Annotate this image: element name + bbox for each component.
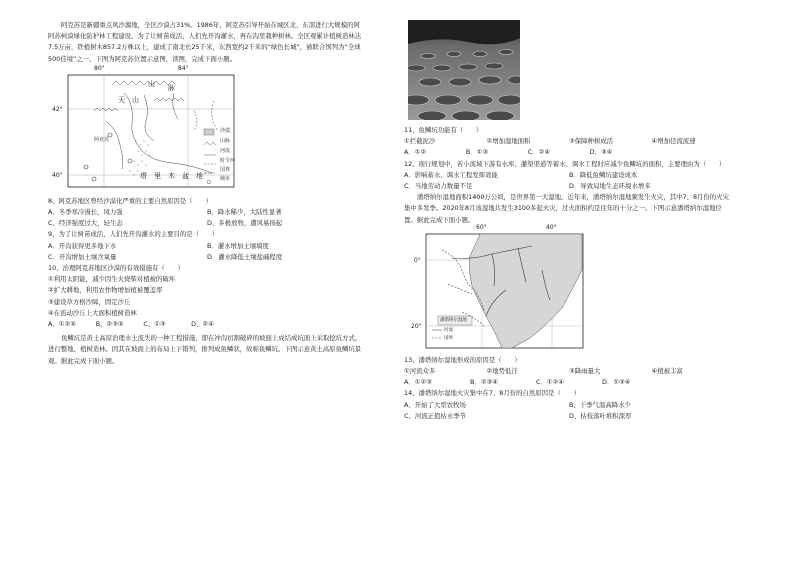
fish-scale-pit-photo <box>408 20 520 120</box>
q14-stem: 14、潘塔纳尔湿地火灾集中在7、8月份的自然原因是（ ） <box>404 389 581 398</box>
q13-item-2: ②地势低洼 <box>486 367 518 376</box>
place-label-ta: 塔 <box>140 171 147 180</box>
legend-river-2: 河流 <box>444 327 453 333</box>
q11-option-d: D．③④ <box>589 148 613 157</box>
q10-option-d: D、②④ <box>191 320 214 329</box>
q11-item-2: ②增加湿地面积 <box>486 137 531 146</box>
q11-item-3: ③保障种树成活 <box>569 137 614 146</box>
legend-border: 国界 <box>220 166 231 173</box>
q11-stem: 11、鱼鳞坑功能有（ ） <box>404 126 483 134</box>
q9-stem: 9、为了让树苗成活，人们先开沟灌水的主要目的是（ ） <box>48 230 219 239</box>
q14-option-b: B、干季气温高降水少 <box>569 400 631 409</box>
q12-option-a: A．影响蓄水、调水工程发挥效能 <box>404 170 498 179</box>
place-label-mu: 木 <box>168 171 175 180</box>
pantanal-label: 潘塔纳尔湿地 <box>440 317 467 323</box>
lat-label-0: 0° <box>414 256 421 264</box>
q9-options-row-1 <box>48 241 366 252</box>
akesu-map-graphic <box>64 71 264 191</box>
q10-stem: 10、治理阿克苏地区沙漠的有效措施有（ ） <box>48 264 184 273</box>
q9-option-c: C．开沟增加土壤含氧量 <box>48 252 117 261</box>
lon-label-60: 60° <box>476 223 487 231</box>
legend-border-2: 国界 <box>444 335 453 341</box>
place-label-li: 里 <box>154 171 161 180</box>
q10-options-row <box>48 319 239 330</box>
q13-item-3: ③降雨量大 <box>569 367 601 376</box>
lat-label-20: 20° <box>411 322 422 330</box>
akesu-intro-passage: 阿克苏是新疆重点风沙源地，全区沙漠占31%。1986年，阿克苏引导开始在城区北、东部进行大规模的阿阿苏柯漠绿化防护林工程建设。为了让树苗成活，人们先开沟灌水，再在沟里栽种树林。全区观累计植树造林达7.5万亩，铁植树木857.2万株以上，建成了南北长25千米，东西宽约2千米的“绿色长城”，被联合国列为“全球500佳境”之一。下图为阿克苏位置示意图，读图，完成下面小题。 <box>48 21 362 63</box>
q14-option-c: C、河流正值枯水季节 <box>404 411 466 420</box>
q8-options-row-1 <box>48 207 366 218</box>
q10-item-3: ③建设草方格沙障，固定沙丘 <box>48 297 131 306</box>
q11-items-row <box>404 136 734 147</box>
q12-option-b: B．降低鱼鳞坑建设成本 <box>569 170 638 179</box>
q8-option-b: B、降水稀少，大陆性显著 <box>207 208 282 217</box>
q10-option-a: A、①②⑤ <box>48 320 76 329</box>
left-column <box>48 20 366 367</box>
q13-option-d: D．①③④ <box>602 378 631 387</box>
place-label-mai: 脉 <box>168 83 175 92</box>
q13-option-b: B．②③④ <box>470 378 498 387</box>
place-label-di: 地 <box>196 171 203 180</box>
pantanal-location-map <box>411 223 587 350</box>
q8-options-row-2 <box>48 218 366 229</box>
q14-option-a: A、开始了大型农牧场 <box>404 400 466 409</box>
legend-mountain: 山脉 <box>220 137 231 144</box>
lon-label-80: 80° <box>94 64 105 72</box>
right-column <box>404 20 734 422</box>
q8-option-c: C、经济强度过大，轻生态 <box>48 219 123 228</box>
q13-item-1: ①河流众多 <box>404 367 436 376</box>
q13-options-row <box>404 377 668 388</box>
q10-item-4: ④在流动沙丘上大面积植树造林 <box>48 308 137 317</box>
q9-option-d: D．灌水降低土壤盐碱程度 <box>207 252 283 261</box>
q14-options-row-1 <box>404 400 734 411</box>
q11-option-b: B．①③ <box>465 148 489 157</box>
place-label-pen: 盆 <box>182 171 189 180</box>
place-label-shan-b: 山 <box>148 79 155 88</box>
lon-label-40: 40° <box>546 223 557 231</box>
q11-item-1: ①拦截泥沙 <box>404 137 436 146</box>
q13-stem: 13、潘塔纳尔湿地形成的原因是（ ） <box>404 355 521 364</box>
q10-item-1: ①利用太阳能，减少因生火烧柴对植被的破坏 <box>48 275 176 284</box>
q11-option-c: C．②④ <box>527 148 551 157</box>
q12-options-row-1 <box>404 170 734 181</box>
q10-option-c: C、①③ <box>143 320 166 329</box>
q8-option-a: A、冬季寒冷漫长，风力强 <box>48 208 123 217</box>
legend-city: 城市 <box>220 175 231 182</box>
q8-stem: 8、阿克苏地区曾经沙漠化严重的主要自然原因是（ ） <box>48 196 212 205</box>
place-label-shan-a: 山 <box>132 95 139 104</box>
fish-scale-pit-photo-graphic <box>408 20 520 120</box>
q14-options-row-2 <box>404 411 734 422</box>
q12-option-c: C．当地劳动力数量不足 <box>404 182 473 191</box>
q13-option-c: C．①②④ <box>536 378 565 387</box>
q9-option-a: A．开沟获得更多地下水 <box>48 241 117 250</box>
legend-river: 河流 <box>220 147 231 154</box>
q12-option-d: D．导致局地生态环境水增多 <box>569 182 651 191</box>
place-label-tian: 天 <box>118 95 125 104</box>
q11-item-4: ④增加径流流速 <box>651 137 696 146</box>
q11-options-row <box>404 147 652 158</box>
q9-option-b: B．灌水增加土壤墒度 <box>207 241 269 250</box>
q12-stem: 12、现行规划中，若小流域下游有水库、灌渠渠道等蓄水、调水工程时应减少鱼鳞坑的面积，主要理由为（ ） <box>404 159 726 168</box>
fish-scale-pit-passage: 鱼鳞坑是黄土高原治理水土流失的一种工程措施，即在冲沟切割破碎的坡面上成结成坑面上采取挖坑方式，进行整地、植树造林。因其在坡面上的布局上下错列，排列成鱼鳞状，故称鱼鳞坑。下图示意黄土高原鱼鳞坑景观。据此完成下面小题。 <box>48 334 362 365</box>
lat-label-42: 42° <box>52 105 63 113</box>
q12-options-row-2 <box>404 181 734 192</box>
q13-items-row <box>404 366 734 377</box>
q10-option-b: B、②③⑤ <box>95 320 124 329</box>
legend-seasonal-river: 时令河 <box>220 157 236 164</box>
q14-option-d: D、枯枝落叶堆积深厚 <box>569 411 632 420</box>
akesu-location-map <box>52 64 264 191</box>
q13-option-a: A．①②③ <box>404 378 432 387</box>
q8-option-d: D、多极放牧，遭风易扬起 <box>207 219 283 228</box>
place-label-akesu: 阿克苏 <box>94 136 110 143</box>
lat-label-40: 40° <box>52 171 63 179</box>
q9-options-row-2 <box>48 252 366 263</box>
q11-option-a: A．①② <box>404 148 427 157</box>
lon-label-84: 84° <box>178 64 189 72</box>
pantanal-passage: 潘塔纳尔湿地面积1400万公顷，是世界第一大湿地。近年来，潘塔纳尔湿地频发生火灾，其中7、8月份的火灾集中多发季。2020年8月该湿地共发生3100多起火灾，过火面积约是往年的十分之一。下图示意潘塔纳尔湿地位置。据此完成下面小题。 <box>404 193 729 224</box>
q13-item-4: ④植被丰富 <box>651 367 683 376</box>
q10-item-2: ②扩大耕地，利用农作物增加植被覆盖率 <box>48 286 163 295</box>
legend-desert: 沙漠 <box>220 127 231 134</box>
